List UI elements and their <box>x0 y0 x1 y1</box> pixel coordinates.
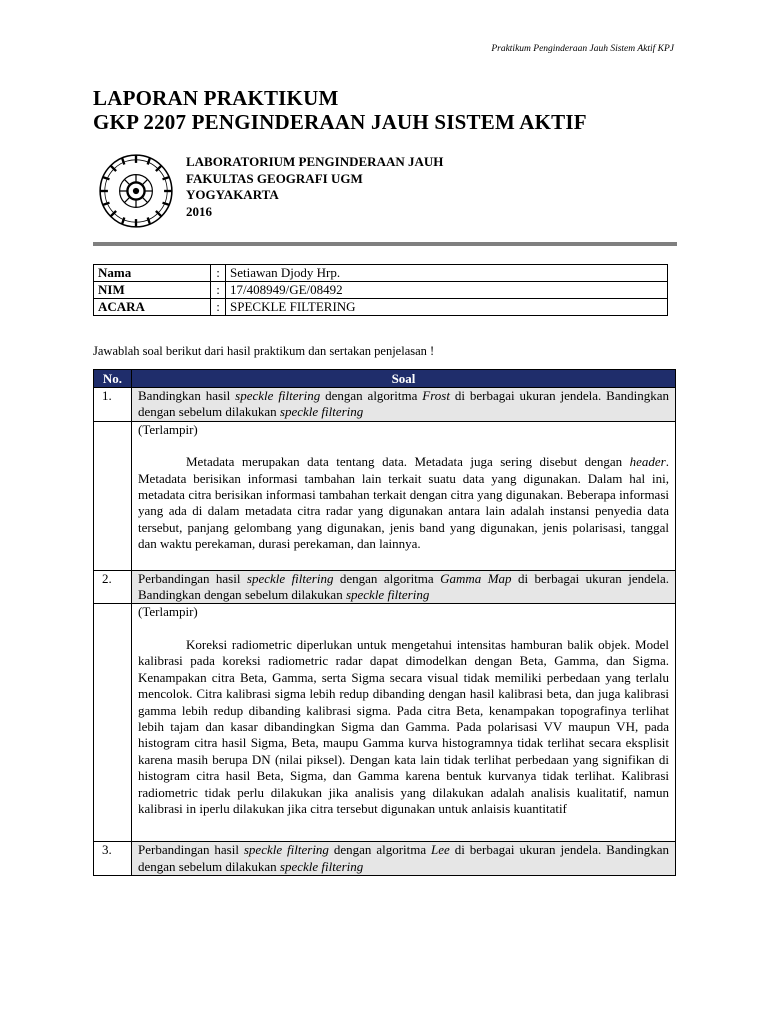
identity-row-nama <box>94 265 668 282</box>
answer-number-cell <box>94 421 132 570</box>
question-number: 1. <box>94 388 132 422</box>
q-term: speckle filtering <box>279 404 364 420</box>
header-no: No. <box>94 370 132 388</box>
identity-label: ACARA <box>94 299 211 316</box>
answer-paragraph <box>138 454 669 552</box>
answer-note: (Terlampir) <box>138 604 198 620</box>
question-table <box>93 369 676 876</box>
identity-label: NIM <box>94 282 211 299</box>
q-text: dengan algoritma <box>333 570 441 586</box>
q-term: speckle filtering <box>243 842 329 858</box>
report-title-line2: GKP 2207 PENGINDERAAN JAUH SISTEM AKTIF <box>93 110 587 134</box>
answer-text <box>132 604 676 842</box>
q-algorithm: Frost <box>422 388 450 403</box>
q-text: dengan algoritma <box>328 842 432 858</box>
identity-table <box>93 264 668 316</box>
q-text: di berbagai ukuran jendela. Bandingkan dengan sebelum dilakukan <box>138 842 669 874</box>
q-term: speckle filtering <box>235 388 321 403</box>
identity-label: Nama <box>94 265 211 282</box>
institution-block <box>186 154 443 220</box>
answer-row-1 <box>94 421 676 570</box>
answer-paragraph: Koreksi radiometric diperlukan untuk mengetahui intensitas hamburan balik objek. Model kalibrasi pada koreksi radiometric radar dapat dimodelkan dengan Beta, Gamma, dan Sigma. Kenampakan citra Beta, Gamma, serta Sigma secara visual tidak memiliki perbedaan yang terlalu mencolok. Citra kalibrasi sigma lebih redup dibanding dengan hasil kalibrasi beta, dan juga kalibrasi gamma lebih redup dibanding kalibrasi sigma. Pada citra Beta, kenampakan topografinya terlihat lebih tajam dan kasar dibandingkan Sigma dan Gamma. Pada polarisasi VV maupun VH, pada histogram citra hasil Sigma, Beta, maupu Gamma kurva histogramnya tidak terlihat secara eksplisit karena masih berupa DN (nilai piksel). Dengan kata lain tidak terlihat perbedaan yang signifikan di histogram citra hasil Beta, Sigma, dan Gamma karena bentuk kurvanya tidak terlihat. Kalibrasi radiometric tidak perlu dilakukan jika analisis yang dilakukan adalah analisis kualitatif, namun kalibrasi in iperlu dilakukan jika citra tersebut digunakan untuk anlaisis kuantitatif <box>138 636 669 816</box>
q-text: dengan algoritma <box>320 388 423 403</box>
q-text: Perbandingan hasil <box>138 570 247 586</box>
answer-number-cell <box>94 604 132 842</box>
question-row-2 <box>94 570 676 604</box>
q-term: speckle filtering <box>246 570 334 586</box>
a-text: . Metadata berisikan informasi tambahan lain terkait suatu data yang digunakan. Dalam hal ini, metadata citra berisikan informasi tambahan terkait dengan citra yang digunakan. Beberapa informasi yang ada di dalam metadata citra radar yang digunakan antara lain adalah instansi penyedia data tersebut, panjang gelombang yang digunakan, jenis band yang digunakan, jenis polarisasi, tanggal dan waktu perekaman, durasi perekaman, dan lainnya. <box>138 454 669 552</box>
q-term: speckle filtering <box>345 587 430 603</box>
q-text: di berbagai ukuran jendela. Bandingkan dengan sebelum dilakukan <box>138 388 670 420</box>
identity-value: Setiawan Djody Hrp. <box>226 265 668 282</box>
report-title-line1: LAPORAN PRAKTIKUM <box>93 86 339 110</box>
ugm-seal-icon <box>97 152 175 230</box>
question-text <box>132 388 676 422</box>
a-text: Metadata merupakan data tentang data. Metadata juga sering disebut dengan <box>186 454 630 470</box>
question-row-3 <box>94 842 676 876</box>
institution-faculty: FAKULTAS GEOGRAFI UGM <box>186 170 363 186</box>
question-row-1 <box>94 388 676 422</box>
identity-colon: : <box>211 265 226 282</box>
identity-value: SPECKLE FILTERING <box>226 299 668 316</box>
identity-row-acara <box>94 299 668 316</box>
q-algorithm: Lee <box>431 842 450 858</box>
question-number: 3. <box>94 842 132 876</box>
q-algorithm: Gamma Map <box>440 570 512 586</box>
identity-colon: : <box>211 282 226 299</box>
answer-note: (Terlampir) <box>138 421 198 437</box>
q-text: Perbandingan hasil <box>138 842 244 858</box>
question-text <box>132 842 676 876</box>
header-divider <box>93 242 677 246</box>
institution-year: 2016 <box>186 203 212 219</box>
header-soal: Soal <box>132 370 676 388</box>
q-text: Bandingkan hasil <box>138 388 236 403</box>
q-text: di berbagai ukuran jendela. Bandingkan dengan sebelum dilakukan <box>138 570 669 603</box>
identity-row-nim <box>94 282 668 299</box>
institution-city: YOGYAKARTA <box>186 187 279 202</box>
table-header-row <box>94 370 676 388</box>
question-number: 2. <box>94 570 132 604</box>
question-text <box>132 570 676 604</box>
institution-lab: LABORATORIUM PENGINDERAAN JAUH <box>186 154 444 169</box>
a-term: header <box>629 454 666 470</box>
identity-value: 17/408949/GE/08492 <box>226 282 668 299</box>
report-title <box>93 86 587 134</box>
q-term: speckle filtering <box>279 858 364 874</box>
identity-colon: : <box>211 299 226 316</box>
answer-text <box>132 421 676 570</box>
instruction-text: Jawablah soal berikut dari hasil praktikum dan sertakan penjelasan ! <box>93 344 435 358</box>
running-header: Praktikum Penginderaan Jauh Sistem Aktif KPJ <box>491 44 674 54</box>
answer-row-2 <box>94 604 676 842</box>
